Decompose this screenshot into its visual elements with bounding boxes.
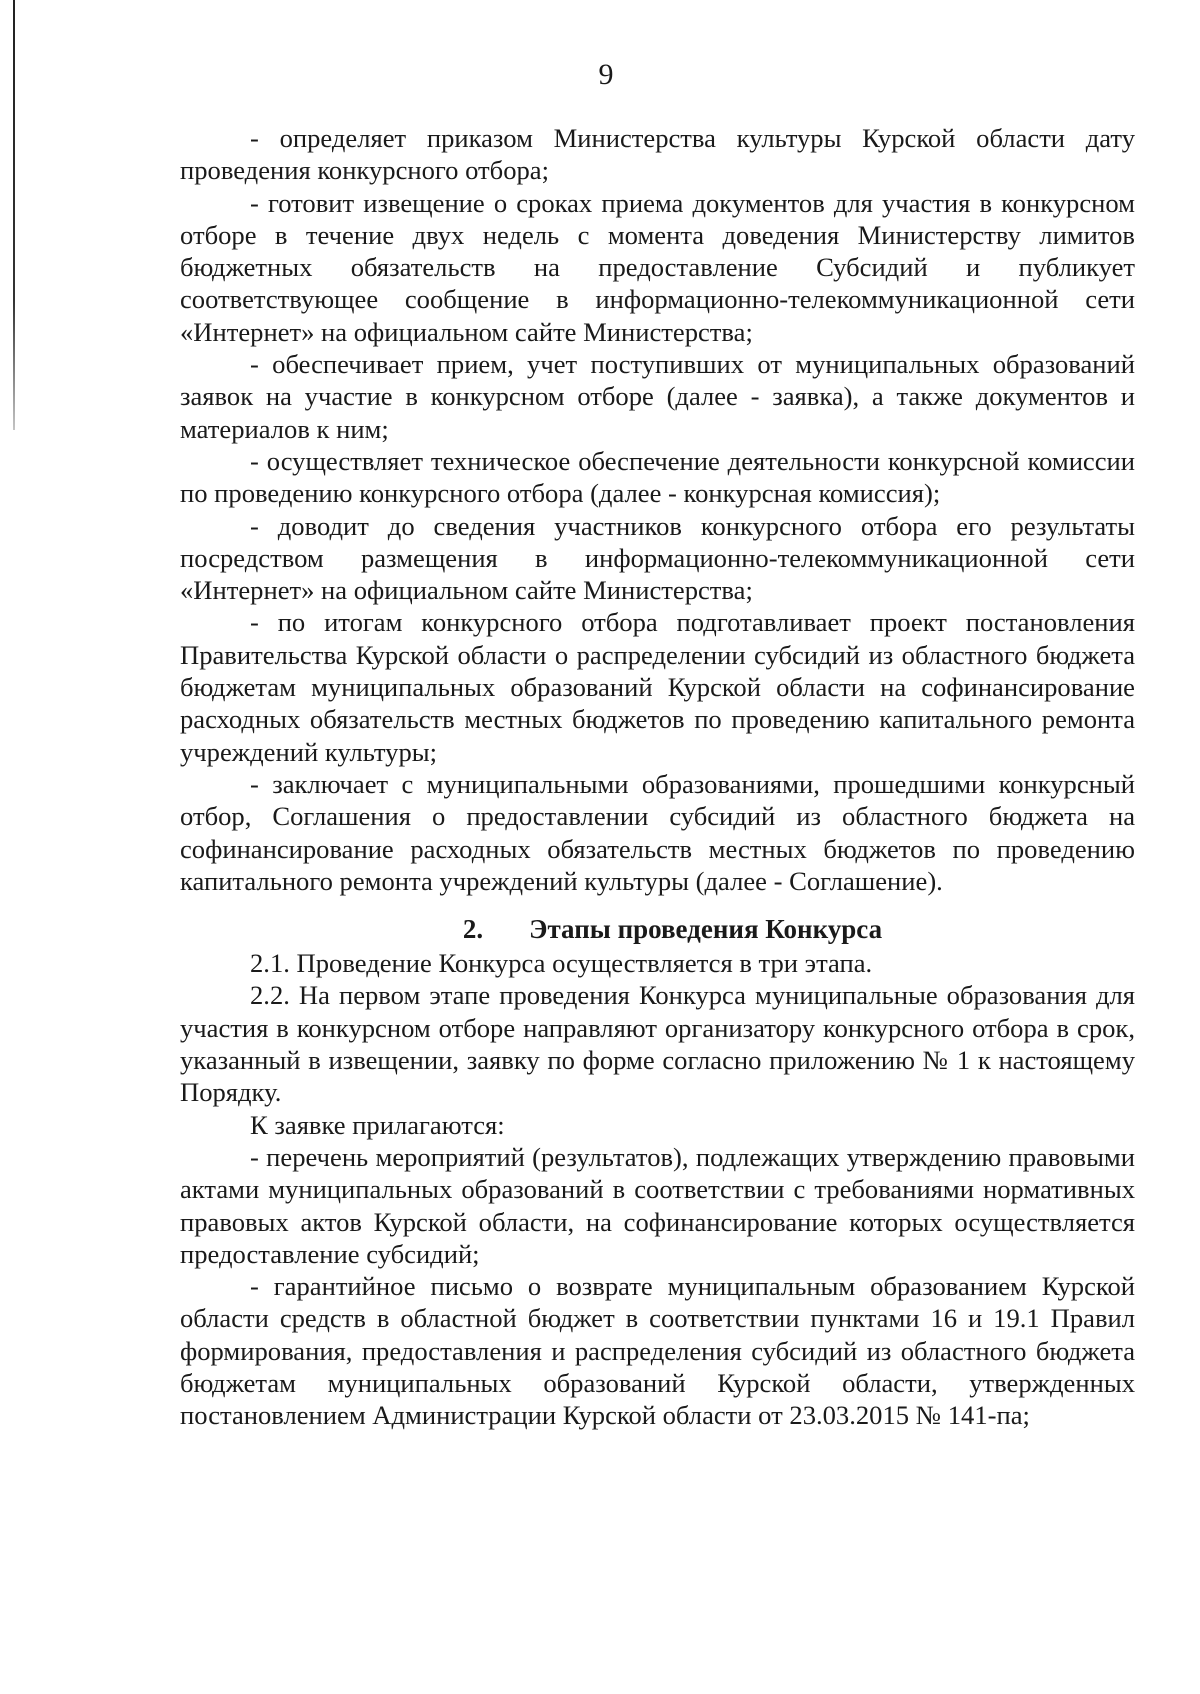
paragraph-determine-date: - определяет приказом Министерства культуры Курской области дату проведения конкурсного отбора; (180, 123, 1135, 186)
paragraph-prepare-resolution: - по итогам конкурсного отбора подготавливает проект постановления Правительства Курской области о распределении субсидий из областного бюджета бюджетам муниципальных образований Курской области на софинансирование расходных обязательств местных бюджетов по проведению капитального ремонта учреждений культуры; (180, 607, 1135, 767)
paragraph-prepare-notice: - готовит извещение о сроках приема документов для участия в конкурсном отборе в течение двух недель с момента доведения Министерству лимитов бюджетных обязательств на предоставление Субсидий и публикует соответствующее сообщение в информационно-телекоммуникационной сети «Интернет» на официальном сайте Министерства; (180, 187, 1135, 347)
page-number: 9 (598, 58, 614, 91)
paragraph-receive-applications: - обеспечивает прием, учет поступивших от муниципальных образований заявок на участие в конкурсном отборе (далее - заявка), а также документов и материалов к ним; (180, 349, 1135, 444)
document-body (180, 122, 1135, 1432)
paragraph-2-2: 2.2. На первом этапе проведения Конкурса муниципальные образования для участия в конкурсном отборе направляют организатору конкурсного отбора в срок, указанный в извещении, заявку по форме согласно приложению № 1 к настоящему Порядку. (180, 980, 1135, 1108)
section-title: Этапы проведения Конкурса (529, 914, 883, 945)
paragraph-attachments-intro: К заявке прилагаются: (250, 1109, 505, 1140)
section-number: 2. (462, 914, 484, 945)
paragraph-guarantee-letter: - гарантийное письмо о возврате муниципальным образованием Курской области средств в областной бюджет в соответствии пунктами 16 и 19.1 Правил формирования, предоставления и распределения субсидий из областного бюджета бюджетам муниципальных образований Курской области, утвержденных постановлением Администрации Курской области от 23.03.2015 № 141-па; (180, 1271, 1135, 1431)
paragraph-technical-support: - осуществляет техническое обеспечение деятельности конкурсной комиссии по проведению конкурсного отбора (далее - конкурсная комиссия); (180, 445, 1135, 509)
paragraph-communicate-results: - доводит до сведения участников конкурсного отбора его результаты посредством размещения в информационно-телекоммуникационной сети «Интернет» на официальном сайте Министерства; (180, 510, 1135, 606)
paragraph-list-of-measures: - перечень мероприятий (результатов), подлежащих утверждению правовыми актами муниципальных образований в соответствии с требованиями нормативных правовых актов Курской области, на софинансирование которых осуществляется предоставление субсидий; (180, 1141, 1135, 1269)
section-heading (180, 911, 1135, 947)
paragraph-2-1: 2.1. Проведение Конкурса осуществляется в три этапа. (250, 948, 873, 979)
paragraph-conclude-agreements: - заключает с муниципальными образованиями, прошедшими конкурсный отбор, Соглашения о предоставлении субсидий из областного бюджета на софинансирование расходных обязательств местных бюджетов по проведению капитального ремонта учреждений культуры (далее - Соглашение). (180, 768, 1135, 896)
